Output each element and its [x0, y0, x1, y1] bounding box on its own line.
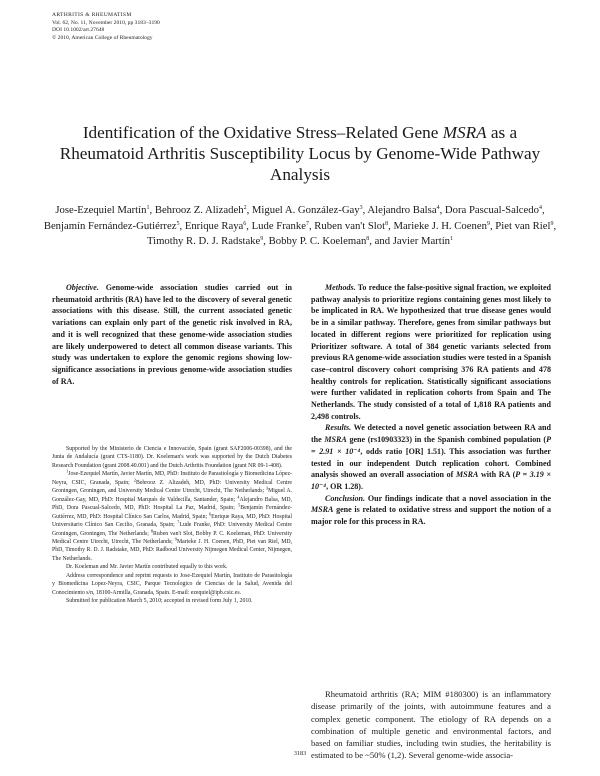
methods-heading: Methods. — [325, 283, 356, 292]
author-affiliation-mark: 7 — [305, 220, 309, 227]
affiliation-text: Behrooz Z. Alizadeh, MD, PhD: University Medical Centre Groningen, Groningen, and University Medical Centre Utrecht, Utrecht, The Netherlands; — [52, 479, 293, 495]
affiliation-mark: 7 — [177, 519, 180, 525]
abstract-results — [311, 422, 551, 492]
results-heading: Results. — [325, 423, 352, 433]
author-name: Javier Martín — [392, 235, 451, 248]
author-name: Jose-Ezequiel Martín — [55, 204, 147, 216]
page-number: 3183 — [293, 750, 307, 757]
affiliation-mark: 5 — [237, 502, 241, 508]
affiliation-text: Benjamín Fernández-Gutiérrez, MD, PhD: Hospital Clínico San Carlos, Madrid, Spain; — [52, 505, 292, 520]
title-part1: Identification of the Oxidative Stress–Related Gene — [82, 123, 443, 142]
author-affiliation-mark: 8 — [366, 236, 370, 243]
author-affiliation-mark: 9 — [260, 236, 264, 243]
author-separator: , — [179, 219, 185, 232]
affiliation-text: Enrique Raya, MD, PhD: Hospital Universitario Clínico San Cecilio, Granada, Spain; — [52, 513, 292, 529]
author-separator: , — [388, 219, 394, 232]
affiliation-text: Marieke J. H. Coenen, PhD, Piet van Riel, MD, PhD, Timothy R. D. J. Radstake, MD, PhD: Radboud University Nijmegen Medical Center, Nijmegen, The Netherlands. — [52, 538, 292, 562]
results-gene-2: MSRA — [455, 470, 479, 480]
author-separator: , — [489, 219, 496, 232]
affiliation-text: Alejandro Balsa, MD, PhD, Dora Pascual-Salcedo, MD, PhD: Hospital La Paz, Madrid, Spain; — [52, 496, 292, 512]
affiliation-mark: 1 — [66, 468, 69, 474]
abstract-right-column — [311, 282, 551, 528]
author-name: Bobby P. C. Koeleman — [268, 235, 367, 248]
affiliation-mark: 2 — [133, 477, 136, 483]
author-name: Lude Franke — [251, 219, 306, 232]
author-name: Miguel A. González-Gay — [251, 204, 360, 216]
author-affiliation-mark: 2 — [243, 205, 247, 211]
conclusion-text-a: Our findings indicate that a novel association in the — [365, 493, 551, 503]
abstract-objective — [52, 282, 292, 387]
author-name: Alejandro Balsa — [367, 204, 437, 216]
results-text-d: with RA ( — [478, 470, 516, 480]
funding-note: Supported by the Ministerio de Ciencia e Innovación, Spain (grant SAF2006-00398), and the Junta de Andalucía (grant CTS-1180). Dr. Koeleman's work was supported by the Dutch Diabetes Research Foundation (grant 2008.40.001) and the Dutch Arthritis Foundation (grant NR 09-1-408). — [52, 446, 292, 469]
author-affiliation-mark: 8 — [385, 220, 389, 227]
journal-name: ARTHRITIS & RHEUMATISM — [52, 12, 132, 18]
author-name: Dora Pascual-Salcedo — [444, 204, 539, 216]
author-affiliation-mark: 3 — [359, 205, 363, 211]
results-p-value-1: P = 2.91 × 10⁻⁴ — [311, 435, 551, 456]
author-separator: , — [246, 219, 252, 232]
equal-contribution-note: Dr. Koeleman and Mr. Javier Martín contributed equally to this work. — [66, 564, 228, 571]
author-separator: , — [308, 219, 315, 232]
author-name: Marieke J. H. Coenen — [393, 219, 487, 232]
author-affiliation-mark: 4 — [436, 205, 440, 211]
author-separator: , — [362, 204, 368, 216]
author-name: Piet van Riel — [495, 219, 551, 232]
affiliation-mark: 4 — [237, 494, 240, 500]
objective-text: Genome-wide association studies carried out in rheumatoid arthritis (RA) have led to the discovery of several genetic associations with this disease. Still, the current associated genetic variations can explain only part of the genetic risk involved in RA, and it is well recognized that these genome-wide association studies are likely underpowered to detect all common disease variants. This study was undertaken to explore the genomic regions showing low-significance associations in previous genome-wide association studies of RA. — [52, 283, 292, 386]
author-separator: , — [541, 204, 545, 216]
journal-volume-line: Vol. 62, No. 11, November 2010, pp 3183–3190 — [52, 19, 160, 26]
footnotes — [52, 445, 292, 606]
affiliation-mark: 9 — [174, 536, 177, 542]
journal-copyright: © 2010, American College of Rheumatology — [52, 34, 153, 41]
results-text-c: , odds ratio [OR] 1.51). This association was further tested in our independent Dutch replication cohort. Combined analysis showed an overall association of — [311, 446, 551, 480]
author-name: Behrooz Z. Alizadeh — [154, 204, 244, 216]
results-gene: MSRA — [324, 435, 347, 445]
author-affiliation-mark: 5 — [176, 220, 180, 227]
affiliation-text: Jose-Ezequiel Martín, Javier Martín, MD, PhD: Instituto de Parasitología y Biomedicina López-Neyra, CSIC, Granada, Spain; — [52, 471, 292, 486]
intro-paragraph: Rheumatoid arthritis (RA; MIM #180300) is an inflammatory disease primarily of the joints, with autoimmune features and a complex genetic component. The etiology of RA depends on a combination of multiple genetic and environmental factors, and based on familiar studies, including twin studies, the heritability is estimated to be ~50% (1,2). Several genome-wide associa- — [311, 689, 551, 761]
author-separator: , and — [369, 235, 393, 248]
abstract-methods — [311, 282, 551, 422]
title-part2: as a Rheumatoid Arthritis Susceptibility Locus by Genome-Wide Pathway Analysis — [59, 123, 541, 184]
author-affiliation-mark: 6 — [243, 220, 247, 227]
objective-heading: Objective. — [66, 283, 99, 292]
affiliation-text: Ruben van't Slot, Bobby P. C. Koeleman, PhD: University Medical Centre Utrecht, Utrecht, The Netherlands; — [52, 530, 292, 545]
author-name: Enrique Raya — [184, 219, 244, 232]
article-title — [40, 122, 560, 185]
author-name: Timothy R. D. J. Radstake — [146, 235, 261, 248]
author-separator: , — [553, 219, 557, 232]
affiliations-note — [52, 470, 292, 563]
title-gene: MSRA — [442, 123, 487, 142]
journal-header — [52, 12, 160, 42]
submission-note: Submitted for publication March 5, 2010; accepted in revised form July 1, 2010. — [66, 598, 253, 605]
results-p-value-2: P = 3.19 × 10⁻⁴ — [311, 470, 552, 491]
conclusion-gene: MSRA — [311, 505, 334, 515]
author-separator: , — [246, 204, 252, 216]
results-text-e: , OR 1.28). — [326, 481, 363, 491]
author-affiliation-mark: 9 — [550, 220, 554, 227]
author-affiliation-mark: 9 — [486, 220, 490, 227]
author-affiliation-mark: 4 — [538, 205, 542, 211]
results-text-b: gene (rs10903323) in the Spanish combined population ( — [346, 435, 547, 445]
journal-doi: DOI 10.1002/art.27648 — [52, 27, 105, 34]
author-affiliation-mark: 1 — [146, 205, 150, 211]
abstract-conclusion — [311, 493, 551, 528]
author-name: Ruben van't Slot — [314, 219, 386, 232]
correspondence-note: Address correspondence and reprint requests to Jose-Ezequiel Martín, Instituto de Parasitología y Biomedicina Lopez-Neyra, CSIC, Parque Tecnologico de Ciencias de la Salud, Avenida del Conocimiento s/n, 18100-Armilla, Granada, Spain. E-mail: ezequiel@ipb.csic.es. — [52, 572, 292, 596]
conclusion-heading: Conclusion. — [325, 493, 366, 503]
author-separator: , — [149, 204, 155, 216]
conclusion-text-b: gene is related to oxidative stress and support the notion of a major role for this process in RA. — [311, 505, 551, 527]
affiliation-text: Miguel A. González-Gay, MD, PhD: Hospital Marqués de Valdecilla, Santander, Spain; — [52, 488, 292, 503]
author-separator: , — [439, 204, 445, 216]
affiliation-mark: 3 — [265, 485, 269, 491]
affiliation-mark: 8 — [150, 528, 154, 534]
author-separator: , — [263, 235, 269, 248]
results-text-a: We detected a novel genetic association between RA and the — [311, 423, 551, 445]
affiliation-text: Lude Franke, PhD: University Medical Centre Groningen, Groningen, The Netherlands; — [52, 522, 292, 537]
author-affiliation-mark: 1 — [450, 236, 454, 243]
author-list — [40, 203, 560, 250]
methods-text: To reduce the false-positive signal fraction, we exploited pathway analysis to prioritize regions containing genes most likely to be implicated in RA. We hypothesized that true disease genes would be in a similar pathway. Therefore, genes from similar pathways but located in different regions were prioritized for replication using Prioritizer software. A total of 384 genetic variants selected from previous RA genome-wide association studies were tested in a Spanish case–control discovery cohort comprising 376 RA patients and 478 healthy controls for replication. Statistically significant associations were further validated in replication cohorts from Spain and The Netherlands. The study consisted of a total of 1,818 RA patients and 2,498 controls. — [311, 283, 551, 421]
author-name: Benjamín Fernández-Gutiérrez — [43, 219, 177, 232]
affiliation-mark: 6 — [208, 511, 212, 517]
